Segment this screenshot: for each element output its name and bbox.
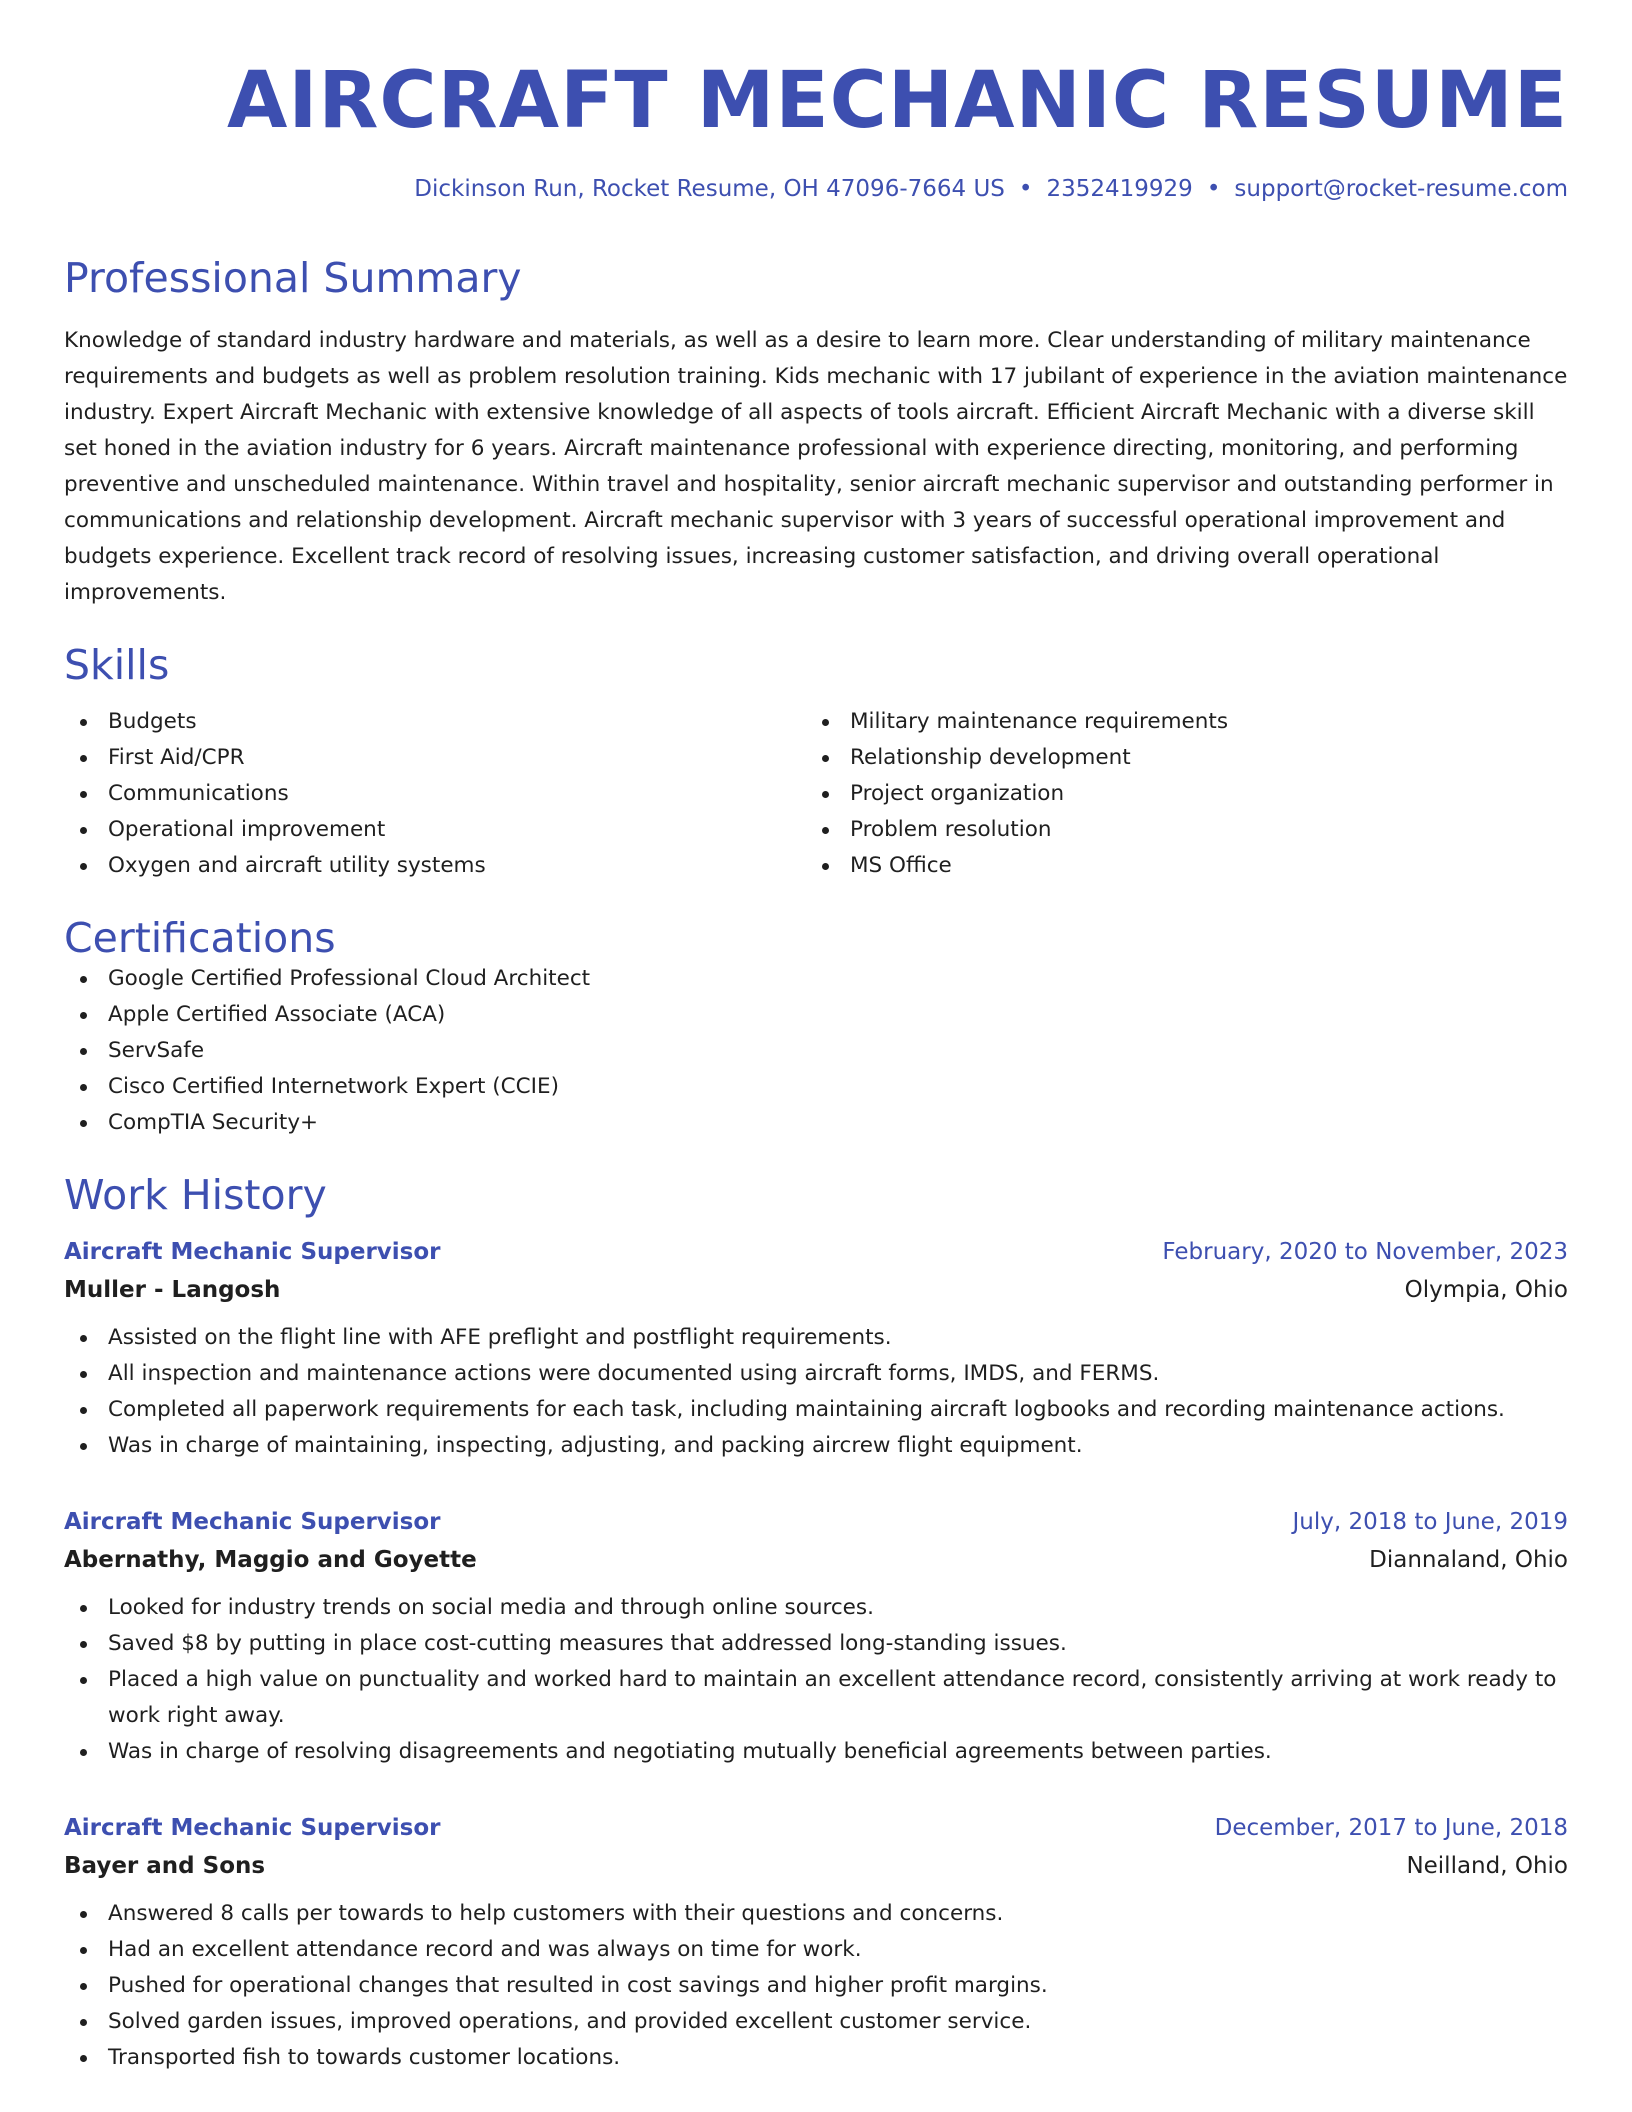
job-company: Abernathy, Maggio and Goyette <box>64 1546 477 1573</box>
skills-list-left <box>64 704 806 884</box>
skill-item: Communications <box>64 776 806 812</box>
skill-item: Oxygen and aircraft utility systems <box>64 848 806 884</box>
job-header-row <box>64 1504 1568 1540</box>
contact-address: Dickinson Run, Rocket Resume, OH 47096-7664 US <box>414 176 1005 202</box>
job-company: Bayer and Sons <box>64 1852 266 1879</box>
job-header-row <box>64 1810 1568 1846</box>
job-company-row <box>64 1540 1568 1580</box>
skill-item: Operational improvement <box>64 812 806 848</box>
skill-item: Project organization <box>806 776 1548 812</box>
skill-item: Military maintenance requirements <box>806 704 1548 740</box>
job-entry <box>64 1504 1568 1770</box>
job-bullet: All inspection and maintenance actions were documented using aircraft forms, IMDS, and FERMS. <box>64 1356 1568 1392</box>
job-header-row <box>64 1234 1568 1270</box>
contact-phone: 2352419929 <box>1046 176 1193 202</box>
skills-column-left <box>64 704 806 884</box>
job-role: Aircraft Mechanic Supervisor <box>64 1238 441 1265</box>
contact-separator: • <box>1206 176 1221 202</box>
resume-page <box>64 0 1568 2076</box>
job-company-row <box>64 1846 1568 1886</box>
job-bullet: Transported fish to towards customer locations. <box>64 2040 1568 2076</box>
certifications-heading: Certifications <box>64 913 336 962</box>
job-bullet: Was in charge of resolving disagreements and negotiating mutually beneficial agreements between parties. <box>64 1734 1568 1770</box>
job-bullet: Had an excellent attendance record and was always on time for work. <box>64 1932 1568 1968</box>
job-location: Olympia, Ohio <box>1404 1276 1568 1303</box>
job-dates: December, 2017 to June, 2018 <box>1214 1814 1568 1841</box>
job-role: Aircraft Mechanic Supervisor <box>64 1508 441 1535</box>
skill-item: MS Office <box>806 848 1548 884</box>
job-bullet: Looked for industry trends on social media and through online sources. <box>64 1590 1568 1626</box>
job-dates: July, 2018 to June, 2019 <box>1292 1508 1568 1535</box>
job-bullets <box>64 1590 1568 1770</box>
job-bullets <box>64 1320 1568 1464</box>
work-history-heading: Work History <box>64 1170 327 1219</box>
contact-line <box>64 176 1568 204</box>
job-bullet: Answered 8 calls per towards to help customers with their questions and concerns. <box>64 1896 1568 1932</box>
certification-item: CompTIA Security+ <box>64 1105 1568 1141</box>
job-bullet: Was in charge of maintaining, inspecting, adjusting, and packing aircrew flight equipment. <box>64 1428 1568 1464</box>
contact-email: support@rocket-resume.com <box>1234 176 1568 202</box>
certification-item: Google Certified Professional Cloud Architect <box>64 961 1568 997</box>
job-bullet: Assisted on the flight line with AFE preflight and postflight requirements. <box>64 1320 1568 1356</box>
job-entry <box>64 1810 1568 2076</box>
summary-heading: Professional Summary <box>64 253 522 302</box>
contact-separator: • <box>1018 176 1033 202</box>
job-location: Diannaland, Ohio <box>1369 1546 1568 1573</box>
skill-item: Relationship development <box>806 740 1548 776</box>
job-bullets <box>64 1896 1568 2076</box>
job-dates: February, 2020 to November, 2023 <box>1162 1238 1568 1265</box>
skill-item: Problem resolution <box>806 812 1548 848</box>
certifications-list <box>64 961 1568 1141</box>
skills-list-right <box>806 704 1548 884</box>
certification-item: Cisco Certified Internetwork Expert (CCIE) <box>64 1069 1568 1105</box>
skill-item: First Aid/CPR <box>64 740 806 776</box>
job-bullet: Completed all paperwork requirements for each task, including maintaining aircraft logbooks and recording maintenance actions. <box>64 1392 1568 1428</box>
summary-text: Knowledge of standard industry hardware and materials, as well as a desire to learn more. Clear understanding of military maintenance requirements and budgets as well as problem resolution training. Kids mechanic with 17 jubilant of experience in the aviation maintenance industry. Expert Aircraft Mechanic with extensive knowledge of all aspects of tools aircraft. Efficient Aircraft Mechanic with a diverse skill set honed in the aviation industry for 6 years. Aircraft maintenance professional with experience directing, monitoring, and performing preventive and unscheduled maintenance. Within travel and hospitality, senior aircraft mechanic supervisor and outstanding performer in communications and relationship development. Aircraft mechanic supervisor with 3 years of successful operational improvement and budgets experience. Excellent track record of resolving issues, increasing customer satisfaction, and driving overall operational improvements. <box>64 327 1568 605</box>
job-bullet: Pushed for operational changes that resulted in cost savings and higher profit margins. <box>64 1968 1568 2004</box>
resume-title: AIRCRAFT MECHANIC RESUME <box>226 56 1568 146</box>
job-bullet: Solved garden issues, improved operations, and provided excellent customer service. <box>64 2004 1568 2040</box>
job-company-row <box>64 1270 1568 1310</box>
job-role: Aircraft Mechanic Supervisor <box>64 1814 441 1841</box>
job-bullet: Placed a high value on punctuality and worked hard to maintain an excellent attendance record, consistently arriving at work ready to work right away. <box>64 1662 1568 1734</box>
skill-item: Budgets <box>64 704 806 740</box>
skills-heading: Skills <box>64 640 170 689</box>
certification-item: ServSafe <box>64 1033 1568 1069</box>
skills-column-right <box>806 704 1548 884</box>
job-bullet: Saved $8 by putting in place cost-cutting measures that addressed long-standing issues. <box>64 1626 1568 1662</box>
skills-grid <box>64 704 1568 884</box>
job-location: Neilland, Ohio <box>1406 1852 1568 1879</box>
job-company: Muller - Langosh <box>64 1276 281 1303</box>
job-entry <box>64 1234 1568 1464</box>
certification-item: Apple Certified Associate (ACA) <box>64 997 1568 1033</box>
